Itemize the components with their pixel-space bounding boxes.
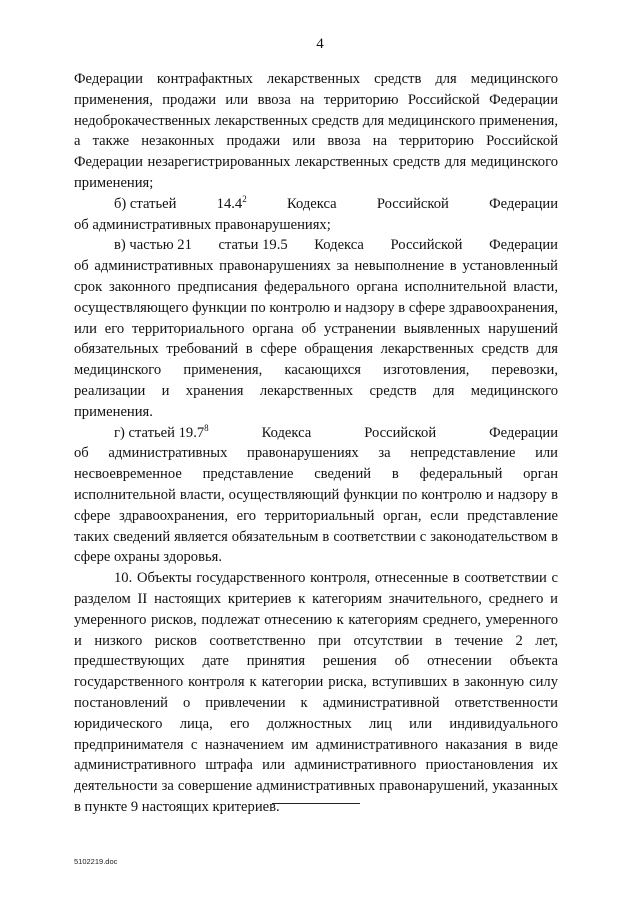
item-b-word: Кодекса (286, 195, 337, 212)
item-g-continuation: об административных правонарушениях за непредставление или несвоевременное представление сведений в федеральный орган исполнительной власти, осуществляющий функции по контролю и надзору в сфере здравоохранения, его территориальный орган, если представление таких сведений является обязательным в соответствии с законодательством в сфере охраны здоровья. (74, 445, 558, 566)
item-v-word: в) частью 21 (114, 237, 192, 254)
item-v-word: Кодекса (314, 237, 364, 254)
item-g-word: Кодекса (261, 424, 312, 441)
item-b-word: б) статьей (114, 195, 177, 212)
item-v-word: статьи 19.5 (218, 237, 288, 254)
item-b-word: Федерации (489, 195, 558, 212)
item-g-superscript: 8 (204, 422, 209, 433)
item-b (74, 194, 558, 236)
item-b-continuation: об административных правонарушениях; (74, 216, 331, 233)
item-b-article (217, 194, 247, 215)
item-v-first-line (74, 235, 558, 256)
closing-divider (272, 803, 360, 804)
item-g-word: Федерации (489, 424, 558, 441)
footer-doc-ref: 5102219.doc (74, 857, 118, 866)
item-b-first-line (74, 194, 558, 215)
intro-paragraph: Федерации контрафактных лекарственных средств для медицинского применения, продажи или ввоза на территорию Российской Федерации недоброкачественных лекарственных средств для медицинского применения, а также незаконных продажи или ввоза на территорию Российской Федерации незарегистрированных лекарственных средств для медицинского применения; (74, 71, 558, 191)
item-g (74, 423, 558, 569)
paragraph-10: 10. Объекты государственного контроля, отнесенные в соответствии с разделом II настоящих критериев к категориям значительного, среднего и умеренного рисков, подлежат отнесению к категориям среднего, умеренного и низкого рисков соответственно при отсутствии в течение 2 лет, предшествующих дате принятия решения об отнесении объекта государственного контроля к категории риска, вступивших в законную силу постановлений о привлечении к административной ответственности юридического лица, его должностных лиц или индивидуального предпринимателя с назначением им административного наказания в виде административного штрафа или административного приостановления их деятельности за совершение административных правонарушений, указанных в пункте 9 настоящих критериев. (74, 570, 558, 815)
item-g-article-text: г) статьей 19.7 (114, 424, 205, 441)
item-g-first-line (74, 423, 558, 444)
item-g-word: Российской (364, 424, 437, 441)
item-b-superscript: 2 (242, 193, 247, 204)
document-body (74, 69, 558, 818)
item-v (74, 235, 558, 422)
item-g-article (114, 423, 209, 444)
item-v-word: Российской (390, 237, 463, 254)
item-v-continuation: об административных правонарушениях за невыполнение в установленный срок законного предписания федерального органа исполнительной власти, осуществляющего функции по контролю и надзору в сфере здравоохранения, или его территориального органа об устранении выявленных нарушений обязательных требований в сфере обращения лекарственных средств для медицинского применения, касающихся изготовления, перевозки, реализации и хранения лекарственных средств для медицинского применения. (74, 258, 558, 420)
item-v-word: Федерации (489, 237, 558, 254)
item-b-word: Российской (376, 195, 449, 212)
item-b-article-number: 14.4 (216, 195, 243, 212)
page-number: 4 (316, 36, 324, 52)
